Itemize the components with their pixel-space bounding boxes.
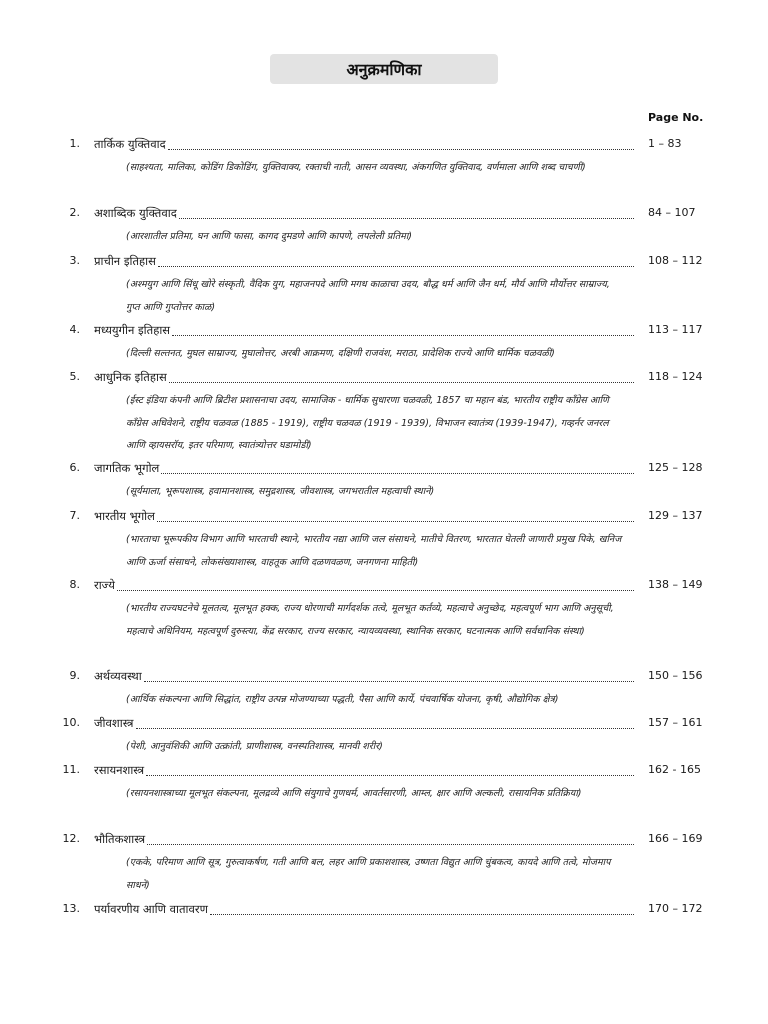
entry-description: (ईस्ट इंडिया कंपनी आणि ब्रिटीश प्रशासनाचा उदय, सामाजिक - धार्मिक सुधारणा चळवळी, 1857 चा महान बंड, भारतीय राष्ट्रीय काँग्रेस आणि काँग्रेस अधिवेशने, राष्ट्रीय चळवळ (1885 - 1919), राष्ट्रीय चळवळ (1919 - 1939), विभाजन स्वातंत्र्य (1939-1947), गव्हर्नर जनरल आणि व्हायसरॉय, इतर परिमाण, स्वातंत्र्योत्तर घडामोडी): [126, 395, 609, 451]
entry-topic: जागतिक भूगोल: [94, 461, 160, 475]
entry-description: (पेशी, आनुवंशिकी आणि उत्क्रांती, प्राणीशास्त्र, वनस्पतिशास्त्र, मानवी शरीर): [126, 741, 383, 752]
entry-description: (दिल्ली सल्तनत, मुघल साम्राज्य, मुघालोत्तर, अरबी आक्रमण, दक्षिणी राजवंश, मराठा, प्रादेशिक राज्ये आणि धार्मिक चळवळी): [126, 348, 555, 359]
entry-number: 2.: [69, 206, 80, 219]
entry-pages: 1 – 83: [648, 137, 682, 150]
entry-description: (आर्थिक संकल्पना आणि सिद्धांत, राष्ट्रीय उत्पन्न मोजण्याच्या पद्धती, पैसा आणि कार्ये, पंचवार्षिक योजना, कृषी, औद्योगिक क्षेत्र): [126, 694, 559, 705]
entry-description: (सूर्यमाला, भूरूपशास्त्र, हवामानशास्त्र, समुद्रशास्त्र, जीवशास्त्र, जगभरातील महत्वाची स्थाने): [126, 486, 435, 497]
dot-leader: [169, 368, 634, 383]
entry-pages: 118 – 124: [648, 370, 703, 383]
entry-topic: अर्थव्यवस्था: [94, 669, 142, 683]
entry-number: 4.: [69, 323, 80, 336]
entry-pages: 129 – 137: [648, 509, 703, 522]
entry-pages: 125 – 128: [648, 461, 703, 474]
entry-topic: तार्किक युक्तिवाद: [94, 137, 166, 151]
entry-description: (भारताचा भूरूपकीय विभाग आणि भारताची स्थाने, भारतीय नद्या आणि जल संसाधने, मातीचे वितरण, भारतात घेतली जाणारी प्रमुख पिके, खनिज आणि ऊर्जा संसाधने, लोकसंख्याशास्त्र, वाहतूक आणि दळणवळण, जनगणना माहिती): [126, 534, 622, 568]
entry-pages: 113 – 117: [648, 323, 703, 336]
entry-description: (भारतीय राज्यघटनेचे मूलतत्व, मूलभूत हक्क, राज्य धोरणाची मार्गदर्शक तत्वे, मूलभूत कर्तव्ये, महत्वाचे अनुच्छेद, महत्वपूर्ण भाग आणि अनुसूची, महत्वाचे अधिनियम, महत्वपूर्ण दुरुस्त्या, केंद्र सरकार, राज्य सरकार, न्यायव्यवस्था, स्थानिक सरकार, घटनात्मक आणि सर्वधानिक संस्था): [126, 603, 614, 637]
dot-leader: [179, 204, 634, 219]
entry-topic: आधुनिक इतिहास: [94, 370, 167, 384]
entry-number: 13.: [62, 902, 80, 915]
entry-pages: 170 – 172: [648, 902, 703, 915]
page-no-header: Page No.: [648, 111, 704, 124]
dot-leader: [168, 135, 634, 150]
entry-pages: 166 – 169: [648, 832, 703, 845]
entry-pages: 157 – 161: [648, 716, 703, 729]
entry-description: (एकके, परिमाण आणि सूत्र, गुरुत्वाकर्षण, गती आणि बल, लहर आणि प्रकाशशास्त्र, उष्णता विद्युत आणि चुंबकत्व, कायदे आणि तत्वे, मोजमाप साधने): [126, 857, 611, 891]
entry-number: 1.: [69, 137, 80, 150]
dot-leader: [117, 576, 634, 591]
entry-topic: राज्ये: [94, 578, 115, 592]
dot-leader: [144, 667, 634, 682]
entry-pages: 150 – 156: [648, 669, 703, 682]
entry-topic: जीवशास्त्र: [94, 716, 134, 730]
entry-description: (अश्मयुग आणि सिंधू खोरे संस्कृती, वैदिक युग, महाजनपदे आणि मगध काळाचा उदय, बौद्ध धर्म आणि जैन धर्म, मौर्य आणि मौर्योत्तर साम्राज्य, गुप्त आणि गुप्तोत्तर काळ): [126, 279, 610, 313]
entry-pages: 138 – 149: [648, 578, 703, 591]
entry-topic: अशाब्दिक युक्तिवाद: [94, 206, 177, 220]
entry-topic: रसायनशास्त्र: [94, 763, 145, 777]
entry-number: 10.: [62, 716, 80, 729]
entry-number: 3.: [69, 254, 80, 267]
entry-number: 8.: [69, 578, 80, 591]
entry-topic: भौतिकशास्त्र: [94, 832, 146, 846]
dot-leader: [161, 459, 634, 474]
entry-topic: पर्यावरणीय आणि वातावरण: [94, 902, 208, 916]
dot-leader: [147, 830, 634, 845]
entry-number: 11.: [62, 763, 80, 776]
entry-pages: 108 – 112: [648, 254, 703, 267]
entry-topic: मध्ययुगीन इतिहास: [94, 323, 171, 337]
entry-topic: प्राचीन इतिहास: [94, 254, 156, 268]
dot-leader: [158, 252, 634, 267]
entry-pages: 162 - 165: [648, 763, 701, 776]
entry-topic: भारतीय भूगोल: [94, 509, 155, 523]
entry-number: 6.: [69, 461, 80, 474]
entry-number: 12.: [62, 832, 80, 845]
entry-description: (आरशातील प्रतिमा, घन आणि फासा, कागद दुमडणे आणि कापणे, लपलेली प्रतिमा): [126, 231, 413, 242]
toc-title: अनुक्रमणिका: [270, 54, 498, 84]
entry-description: (साहश्यता, मालिका, कोडिंग डिकोडिंग, युक्तिवाक्य, रक्ताची नाती, आसन व्यवस्था, अंकगणित युक्तिवाद, वर्णमाला आणि शब्द चाचणी): [126, 162, 586, 173]
entry-description: (रसायनशास्त्राच्या मूलभूत संकल्पना, मूलद्रव्ये आणि संयुगाचे गुणधर्म, आवर्तसारणी, आम्ल, क्षार आणि अल्कली, रासायनिक प्रतिक्रिया): [126, 788, 582, 799]
dot-leader: [136, 714, 634, 729]
dot-leader: [210, 900, 634, 915]
dot-leader: [157, 507, 634, 522]
entry-number: 7.: [69, 509, 80, 522]
entry-number: 5.: [69, 370, 80, 383]
dot-leader: [146, 761, 634, 776]
entry-number: 9.: [69, 669, 80, 682]
dot-leader: [172, 321, 634, 336]
entry-pages: 84 – 107: [648, 206, 696, 219]
